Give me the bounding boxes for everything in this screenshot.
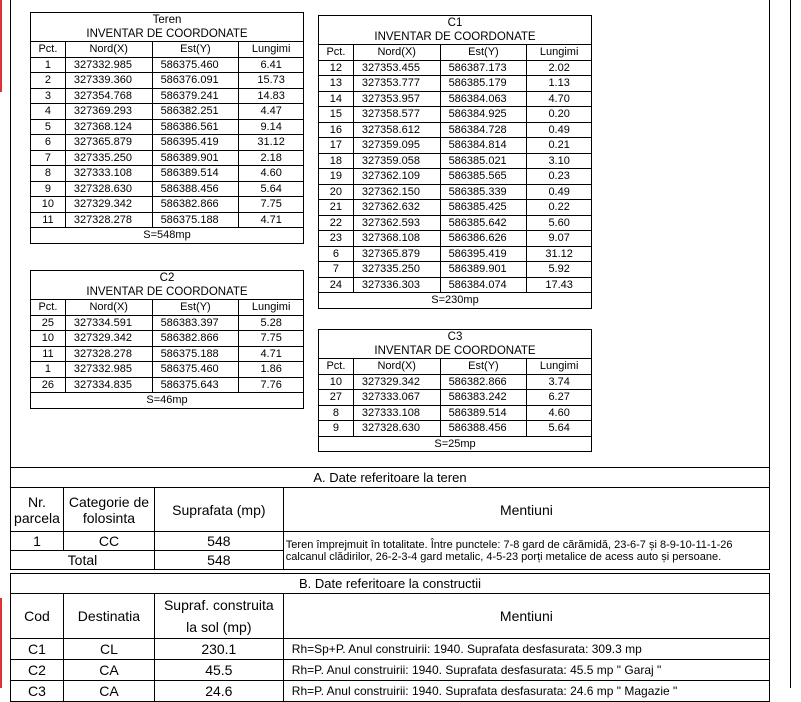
table-subtitle: INVENTAR DE COORDONATE bbox=[319, 344, 592, 359]
col-header-area: Suprafata (mp) bbox=[154, 488, 283, 532]
length: 0.49 bbox=[527, 184, 592, 200]
area-total: S=46mp bbox=[31, 393, 304, 409]
length: 31.12 bbox=[239, 135, 304, 151]
column-header: Nord(X) bbox=[353, 45, 440, 61]
construction-code: C3 bbox=[11, 681, 64, 702]
point-number: 2 bbox=[31, 73, 66, 89]
length: 0.22 bbox=[527, 200, 592, 216]
north-x: 327368.108 bbox=[353, 231, 440, 247]
length: 7.75 bbox=[239, 197, 304, 213]
north-x: 327362.109 bbox=[353, 169, 440, 185]
east-y: 586375.460 bbox=[152, 362, 239, 378]
east-y: 586375.460 bbox=[152, 57, 239, 73]
table-subtitle: INVENTAR DE COORDONATE bbox=[319, 30, 592, 45]
construction-destination: CA bbox=[63, 681, 154, 702]
north-x: 327333.067 bbox=[353, 390, 440, 406]
left-margin-line-bottom bbox=[0, 598, 2, 688]
parcel-number: 1 bbox=[11, 532, 64, 551]
north-x: 327339.360 bbox=[65, 73, 152, 89]
area-total: S=25mp bbox=[319, 436, 592, 452]
east-y: 586376.091 bbox=[152, 73, 239, 89]
north-x: 327329.342 bbox=[65, 197, 152, 213]
east-y: 586384.063 bbox=[440, 91, 527, 107]
length: 5.60 bbox=[527, 215, 592, 231]
left-margin-line-top bbox=[0, 0, 2, 92]
east-y: 586382.866 bbox=[152, 331, 239, 347]
column-header: Lungimi bbox=[527, 45, 592, 61]
point-number: 26 bbox=[31, 377, 66, 393]
total-label: Total bbox=[11, 551, 155, 570]
length: 3.74 bbox=[527, 374, 592, 390]
length: 6.27 bbox=[527, 390, 592, 406]
north-x: 327362.632 bbox=[353, 200, 440, 216]
length: 5.28 bbox=[239, 315, 304, 331]
point-number: 11 bbox=[31, 212, 66, 228]
east-y: 586382.866 bbox=[440, 374, 527, 390]
column-header: Lungimi bbox=[239, 42, 304, 58]
east-y: 586395.419 bbox=[152, 135, 239, 151]
north-x: 327365.879 bbox=[353, 246, 440, 262]
length: 15.73 bbox=[239, 73, 304, 89]
length: 7.76 bbox=[239, 377, 304, 393]
length: 5.64 bbox=[527, 421, 592, 437]
north-x: 327332.985 bbox=[65, 57, 152, 73]
point-number: 9 bbox=[31, 181, 66, 197]
east-y: 586385.179 bbox=[440, 76, 527, 92]
north-x: 327369.293 bbox=[65, 104, 152, 120]
east-y: 586382.866 bbox=[152, 197, 239, 213]
east-y: 586375.643 bbox=[152, 377, 239, 393]
point-number: 8 bbox=[31, 166, 66, 182]
col-header-code: Cod bbox=[11, 594, 64, 639]
col-header-mentions: Mentiuni bbox=[283, 488, 769, 532]
length: 3.10 bbox=[527, 153, 592, 169]
east-y: 586389.514 bbox=[440, 405, 527, 421]
east-y: 586385.642 bbox=[440, 215, 527, 231]
north-x: 327332.985 bbox=[65, 362, 152, 378]
east-y: 586389.901 bbox=[440, 262, 527, 278]
column-header: Est(Y) bbox=[440, 359, 527, 375]
column-header: Pct. bbox=[31, 300, 66, 316]
construction-mention: Rh=Sp+P. Anul construirii: 1940. Suprafata desfasurata: 309.3 mp bbox=[283, 639, 769, 660]
point-number: 10 bbox=[319, 374, 354, 390]
north-x: 327336.303 bbox=[353, 277, 440, 293]
east-y: 586383.397 bbox=[152, 315, 239, 331]
length: 0.21 bbox=[527, 138, 592, 154]
east-y: 586379.241 bbox=[152, 88, 239, 104]
length: 4.60 bbox=[527, 405, 592, 421]
construction-mention: Rh=P. Anul construirii: 1940. Suprafata desfasurata: 45.5 mp " Garaj " bbox=[283, 660, 769, 681]
length: 0.49 bbox=[527, 122, 592, 138]
east-y: 586386.626 bbox=[440, 231, 527, 247]
column-header: Pct. bbox=[31, 42, 66, 58]
east-y: 586388.456 bbox=[152, 181, 239, 197]
length: 9.07 bbox=[527, 231, 592, 247]
east-y: 586385.339 bbox=[440, 184, 527, 200]
point-number: 14 bbox=[319, 91, 354, 107]
length: 14.83 bbox=[239, 88, 304, 104]
length: 4.47 bbox=[239, 104, 304, 120]
construction-mention: Rh=P. Anul construirii: 1940. Suprafata desfasurata: 24.6 mp " Magazie " bbox=[283, 681, 769, 702]
table-subtitle: INVENTAR DE COORDONATE bbox=[31, 285, 304, 300]
point-number: 23 bbox=[319, 231, 354, 247]
north-x: 327353.777 bbox=[353, 76, 440, 92]
length: 4.71 bbox=[239, 212, 304, 228]
east-y: 586384.728 bbox=[440, 122, 527, 138]
point-number: 13 bbox=[319, 76, 354, 92]
north-x: 327358.612 bbox=[353, 122, 440, 138]
column-header: Nord(X) bbox=[65, 42, 152, 58]
length: 2.18 bbox=[239, 150, 304, 166]
east-y: 586389.901 bbox=[152, 150, 239, 166]
construction-row bbox=[11, 660, 770, 681]
length: 0.23 bbox=[527, 169, 592, 185]
north-x: 327328.278 bbox=[65, 346, 152, 362]
point-number: 6 bbox=[319, 246, 354, 262]
north-x: 327362.593 bbox=[353, 215, 440, 231]
north-x: 327328.630 bbox=[353, 421, 440, 437]
construction-code: C1 bbox=[11, 639, 64, 660]
point-number: 16 bbox=[319, 122, 354, 138]
north-x: 327333.108 bbox=[353, 405, 440, 421]
point-number: 7 bbox=[31, 150, 66, 166]
north-x: 327354.768 bbox=[65, 88, 152, 104]
parcel-category: CC bbox=[63, 532, 154, 551]
north-x: 327328.278 bbox=[65, 212, 152, 228]
area-total: S=230mp bbox=[319, 293, 592, 309]
north-x: 327334.835 bbox=[65, 377, 152, 393]
point-number: 24 bbox=[319, 277, 354, 293]
north-x: 327329.342 bbox=[353, 374, 440, 390]
construction-area: 24.6 bbox=[154, 681, 283, 702]
east-y: 586395.419 bbox=[440, 246, 527, 262]
north-x: 327362.150 bbox=[353, 184, 440, 200]
total-value: 548 bbox=[154, 551, 283, 570]
point-number: 6 bbox=[31, 135, 66, 151]
column-header: Pct. bbox=[319, 359, 354, 375]
point-number: 19 bbox=[319, 169, 354, 185]
point-number: 4 bbox=[31, 104, 66, 120]
construction-row bbox=[11, 639, 770, 660]
east-y: 586382.251 bbox=[152, 104, 239, 120]
column-header: Est(Y) bbox=[152, 42, 239, 58]
point-number: 7 bbox=[319, 262, 354, 278]
col-header-destination: Destinatia bbox=[63, 594, 154, 639]
east-y: 586387.173 bbox=[440, 60, 527, 76]
length: 2.02 bbox=[527, 60, 592, 76]
length: 0.20 bbox=[527, 107, 592, 123]
length: 9.14 bbox=[239, 119, 304, 135]
column-header: Lungimi bbox=[527, 359, 592, 375]
east-y: 586375.188 bbox=[152, 212, 239, 228]
length: 4.70 bbox=[527, 91, 592, 107]
north-x: 327368.124 bbox=[65, 119, 152, 135]
point-number: 27 bbox=[319, 390, 354, 406]
column-header: Nord(X) bbox=[65, 300, 152, 316]
column-header: Est(Y) bbox=[152, 300, 239, 316]
table-title: Teren bbox=[31, 13, 304, 28]
east-y: 586389.514 bbox=[152, 166, 239, 182]
page-right-edge bbox=[790, 0, 791, 688]
point-number: 10 bbox=[31, 331, 66, 347]
north-x: 327358.577 bbox=[353, 107, 440, 123]
length: 1.13 bbox=[527, 76, 592, 92]
length: 31.12 bbox=[527, 246, 592, 262]
construction-area: 45.5 bbox=[154, 660, 283, 681]
point-number: 1 bbox=[31, 57, 66, 73]
east-y: 586383.242 bbox=[440, 390, 527, 406]
point-number: 18 bbox=[319, 153, 354, 169]
point-number: 9 bbox=[319, 421, 354, 437]
point-number: 20 bbox=[319, 184, 354, 200]
length: 7.75 bbox=[239, 331, 304, 347]
parcel-area: 548 bbox=[154, 532, 283, 551]
north-x: 327334.591 bbox=[65, 315, 152, 331]
point-number: 8 bbox=[319, 405, 354, 421]
north-x: 327335.250 bbox=[353, 262, 440, 278]
area-total: S=548mp bbox=[31, 228, 304, 244]
column-header: Pct. bbox=[319, 45, 354, 61]
section-b-heading: B. Date referitoare la constructii bbox=[10, 573, 770, 594]
point-number: 10 bbox=[31, 197, 66, 213]
east-y: 586385.565 bbox=[440, 169, 527, 185]
col-header-built-area: Supraf. construita la sol (mp) bbox=[154, 594, 283, 639]
col-header-nr: Nr. parcela bbox=[11, 488, 64, 532]
north-x: 327359.095 bbox=[353, 138, 440, 154]
length: 1.86 bbox=[239, 362, 304, 378]
north-x: 327329.342 bbox=[65, 331, 152, 347]
point-number: 15 bbox=[319, 107, 354, 123]
upper-frame bbox=[10, 0, 770, 467]
east-y: 586384.814 bbox=[440, 138, 527, 154]
point-number: 11 bbox=[31, 346, 66, 362]
length: 17.43 bbox=[527, 277, 592, 293]
construction-destination: CL bbox=[63, 639, 154, 660]
point-number: 3 bbox=[31, 88, 66, 104]
section-b-table bbox=[10, 593, 770, 702]
section-a-table bbox=[10, 487, 770, 570]
column-header: Nord(X) bbox=[353, 359, 440, 375]
table-title: C3 bbox=[319, 330, 592, 345]
east-y: 586388.456 bbox=[440, 421, 527, 437]
col-header-category: Categorie de folosinta bbox=[63, 488, 154, 532]
column-header: Est(Y) bbox=[440, 45, 527, 61]
construction-area: 230.1 bbox=[154, 639, 283, 660]
point-number: 22 bbox=[319, 215, 354, 231]
north-x: 327353.957 bbox=[353, 91, 440, 107]
point-number: 12 bbox=[319, 60, 354, 76]
table-subtitle: INVENTAR DE COORDONATE bbox=[31, 27, 304, 42]
construction-row bbox=[11, 681, 770, 702]
north-x: 327333.108 bbox=[65, 166, 152, 182]
length: 5.64 bbox=[239, 181, 304, 197]
table-title: C2 bbox=[31, 271, 304, 286]
east-y: 586386.561 bbox=[152, 119, 239, 135]
parcel-mention: Teren împrejmuit în totalitate. Între punctele: 7-8 gard de cărămidă, 23-6-7 și 8-9-10-11-1-26 calcanul clădirilor, 26-2-3-4 gard metalic, 4-5-23 porți metalice de acess auto și persoane. bbox=[283, 532, 769, 570]
point-number: 5 bbox=[31, 119, 66, 135]
east-y: 586384.074 bbox=[440, 277, 527, 293]
east-y: 586385.425 bbox=[440, 200, 527, 216]
length: 5.92 bbox=[527, 262, 592, 278]
column-header: Lungimi bbox=[239, 300, 304, 316]
section-a-heading: A. Date referitoare la teren bbox=[10, 467, 770, 488]
construction-code: C2 bbox=[11, 660, 64, 681]
point-number: 1 bbox=[31, 362, 66, 378]
point-number: 25 bbox=[31, 315, 66, 331]
east-y: 586384.925 bbox=[440, 107, 527, 123]
length: 6.41 bbox=[239, 57, 304, 73]
north-x: 327335.250 bbox=[65, 150, 152, 166]
point-number: 21 bbox=[319, 200, 354, 216]
east-y: 586385.021 bbox=[440, 153, 527, 169]
construction-destination: CA bbox=[63, 660, 154, 681]
north-x: 327359.058 bbox=[353, 153, 440, 169]
col-header-mentions: Mentiuni bbox=[283, 594, 769, 639]
length: 4.71 bbox=[239, 346, 304, 362]
length: 4.60 bbox=[239, 166, 304, 182]
east-y: 586375.188 bbox=[152, 346, 239, 362]
north-x: 327353.455 bbox=[353, 60, 440, 76]
north-x: 327365.879 bbox=[65, 135, 152, 151]
table-title: C1 bbox=[319, 16, 592, 31]
point-number: 17 bbox=[319, 138, 354, 154]
north-x: 327328.630 bbox=[65, 181, 152, 197]
